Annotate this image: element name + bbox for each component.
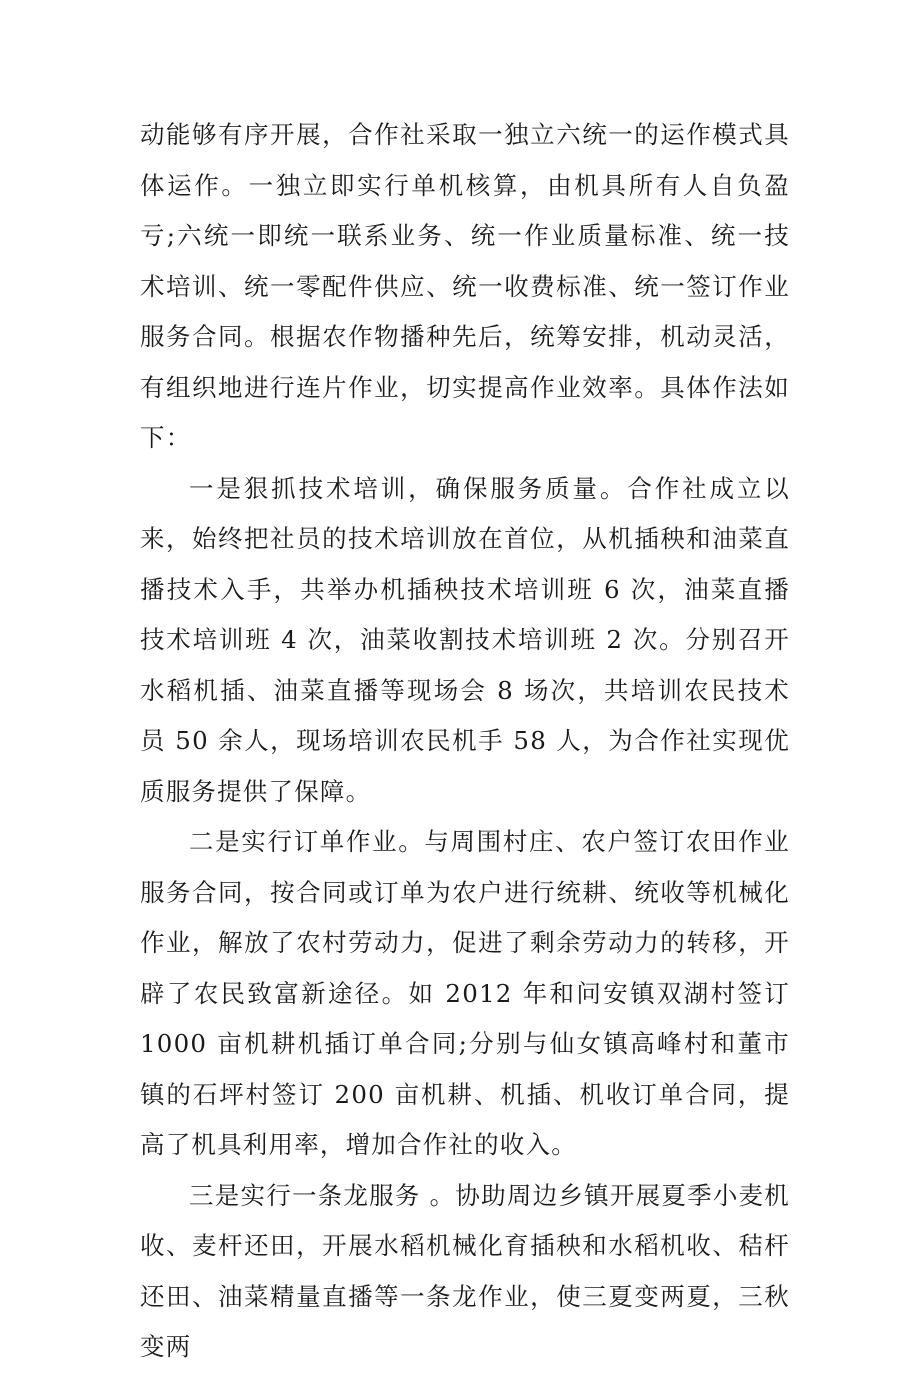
paragraph-intro: 动能够有序开展，合作社采取一独立六统一的运作模式具体运作。一独立即实行单机核算，由机具所有人自负盈亏;六统一即统一联系业务、统一作业质量标准、统一技术培训、统一零配件供应、统一收费标准、统一签订作业服务合同。根据农作物播种先后，统筹安排，机动灵活，有组织地进行连片作业，切实提高作业效率。具体作法如下：: [140, 120, 790, 452]
paragraph-one-stop-service: 三是实行一条龙服务 。协助周边乡镇开展夏季小麦机收、麦杆还田，开展水稻机械化育插秧和水稻机收、秸杆还田、油菜精量直播等一条龙作业，使三夏变两夏，三秋变两: [140, 1180, 790, 1361]
paragraph-technical-training: 一是狠抓技术培训，确保服务质量。合作社成立以来，始终把社员的技术培训放在首位，从机插秧和油菜直播技术入手，共举办机插秧技术培训班 6 次，油菜直播技术培训班 4 次，油菜收割技术培训班 2 次。分别召开水稻机插、油菜直播等现场会 8 场次，共培训农民技术员 50 余人，现场培训农民机手 58 人，为合作社实现优质服务提供了保障。: [140, 473, 790, 806]
paragraph-order-operation: 二是实行订单作业。与周围村庄、农户签订农田作业服务合同，按合同或订单为农户进行统耕、统收等机械化作业，解放了农村劳动力，促进了剩余劳动力的转移，开辟了农民致富新途径。如 2012 年和问安镇双湖村签订 1000 亩机耕机插订单合同;分别与仙女镇高峰村和董市镇的石坪村签订 200 亩机耕、机插、机收订单合同，提高了机具利用率，增加合作社的收入。: [140, 827, 790, 1159]
body-text: [140, 110, 790, 1373]
